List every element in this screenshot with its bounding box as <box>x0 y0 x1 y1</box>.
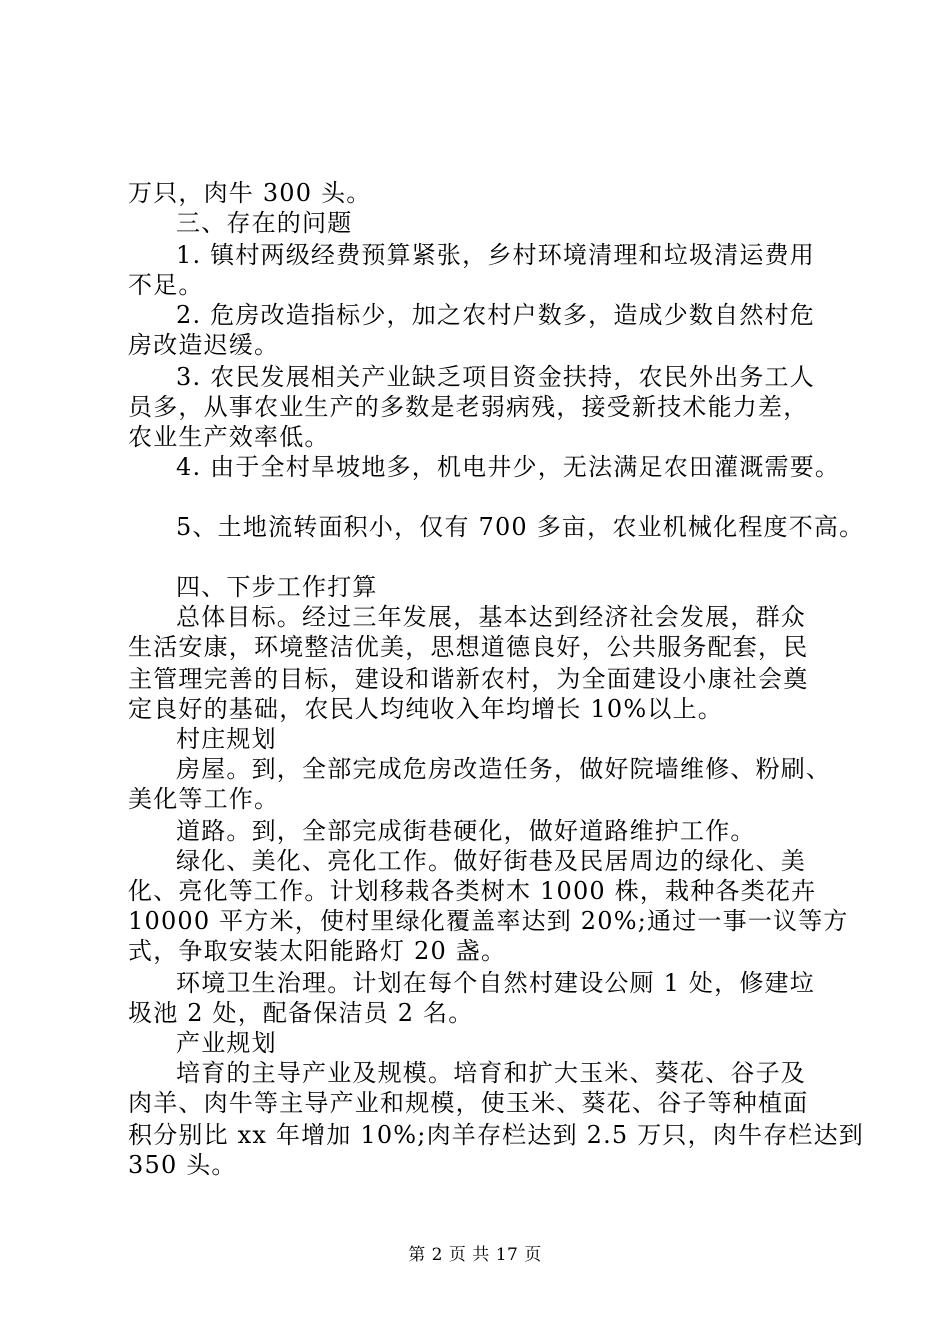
text-line: 万只，肉牛 300 头。 <box>128 179 372 207</box>
text-line: 积分别比 xx 年增加 10%;肉羊存栏达到 2.5 万只，肉牛存栏达到 <box>128 1121 865 1149</box>
text-line: 员多，从事农业生产的多数是老弱病残，接受新技术能力差， <box>128 393 809 421</box>
text-line: 5、土地流转面积小，仅有 700 多亩，农业机械化程度不高。 <box>176 513 865 541</box>
text-line: 定良好的基础，农民人均纯收入年均增长 10%以上。 <box>128 695 723 723</box>
subsection-heading: 村庄规划 <box>176 725 277 753</box>
text-line: 3. 农民发展相关产业缺乏项目资金扶持，农民外出务工人 <box>176 363 815 391</box>
text-line: 培育的主导产业及规模。培育和扩大玉米、葵花、谷子及 <box>176 1059 806 1087</box>
page-number-footer: 第 2 页 共 17 页 <box>408 1245 542 1265</box>
text-line: 绿化、美化、亮化工作。做好街巷及民居周边的绿化、美 <box>176 847 806 875</box>
text-line: 350 头。 <box>128 1151 237 1179</box>
text-line: 圾池 2 处，配备保洁员 2 名。 <box>128 999 474 1027</box>
text-line: 1. 镇村两级经费预算紧张，乡村环境清理和垃圾清运费用 <box>176 241 815 269</box>
text-line: 不足。 <box>128 271 204 299</box>
text-line: 道路。到，全部完成街巷硬化，做好道路维护工作。 <box>176 817 756 845</box>
text-line: 美化等工作。 <box>128 785 280 813</box>
text-line: 2. 危房改造指标少，加之农村户数多，造成少数自然村危 <box>176 301 815 329</box>
text-line: 主管理完善的目标，建设和谐新农村，为全面建设小康社会奠 <box>128 665 809 693</box>
text-line: 总体目标。经过三年发展，基本达到经济社会发展，群众 <box>176 603 806 631</box>
text-line: 化、亮化等工作。计划移栽各类树木 1000 株，栽种各类花卉 <box>128 877 817 905</box>
text-line: 环境卫生治理。计划在每个自然村建设公厕 1 处，修建垃 <box>176 969 815 997</box>
subsection-heading: 产业规划 <box>176 1029 277 1057</box>
text-line: 农业生产效率低。 <box>128 423 330 451</box>
section-heading: 四、下步工作打算 <box>176 573 378 601</box>
text-line: 10000 平方米，使村里绿化覆盖率达到 20%;通过一事一议等方 <box>128 907 849 935</box>
text-line: 房改造迟缓。 <box>128 331 280 359</box>
text-line: 式，争取安装太阳能路灯 20 盏。 <box>128 937 507 965</box>
text-line: 4. 由于全村旱坡地多，机电井少，无法满足农田灌溉需要。 <box>176 453 841 481</box>
section-heading: 三、存在的问题 <box>176 209 353 237</box>
text-line: 生活安康，环境整洁优美，思想道德良好，公共服务配套，民 <box>128 633 809 661</box>
text-line: 房屋。到，全部完成危房改造任务，做好院墙维修、粉刷、 <box>176 755 832 783</box>
text-line: 肉羊、肉牛等主导产业和规模，使玉米、葵花、谷子等种植面 <box>128 1089 809 1117</box>
